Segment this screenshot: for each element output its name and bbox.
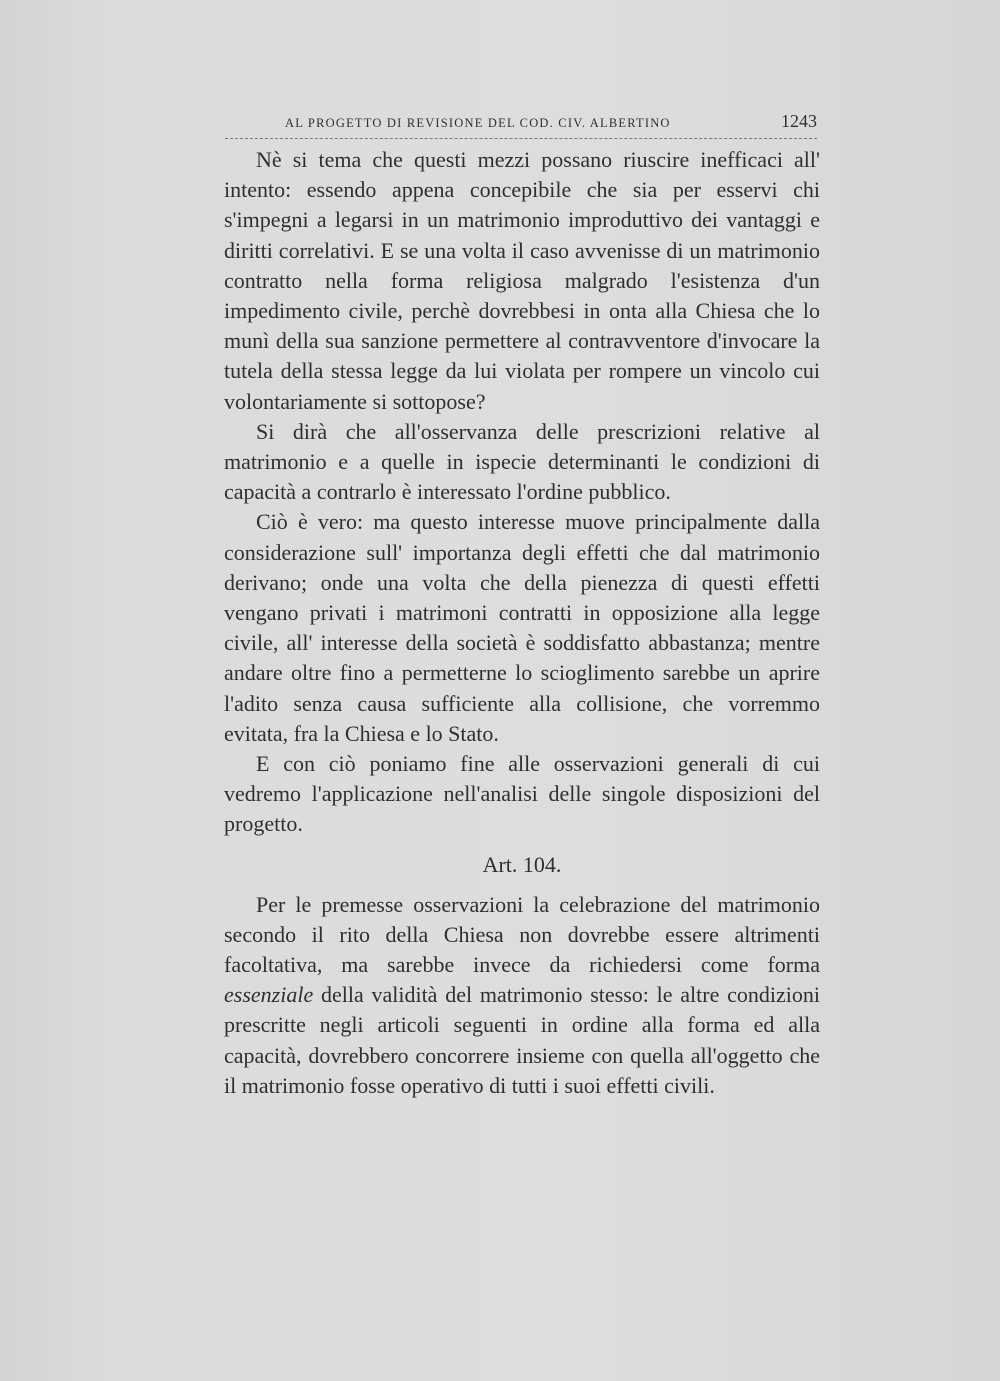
article-text-start: Per le premesse osservazioni la celebrazione del matrimonio secondo il rito della Chiesa non dovrebbe essere altrimenti facoltativa, ma sarebbe invece da richiedersi come forma — [224, 891, 820, 978]
running-head: AL PROGETTO DI REVISIONE DEL COD. CIV. ALBERTINO — [285, 116, 671, 130]
article-heading: Art. 104. — [482, 851, 562, 877]
article-paragraph — [224, 890, 820, 1101]
body-text — [224, 145, 820, 1101]
paragraph-3: Ciò è vero: ma questo interesse muove principalmente dalla considerazione sull' importanza degli effetti che dal matrimonio derivano; onde una volta che della pienezza di questi effetti vengano privati i matrimoni contratti in opposizione alla legge civile, all' interesse della società è soddisfatto abbastanza; mentre andare oltre fino a permetterne lo scioglimento sarebbe un aprire l'adito senza causa sufficiente alla collisione, che vorremmo evitata, fra la Chiesa e lo Stato. — [224, 509, 820, 746]
article-italic-word: essenziale — [224, 982, 314, 1008]
paragraph-2: Si dirà che all'osservanza delle prescrizioni relative al matrimonio e a quelle in ispecie determinanti le condizioni di capacità a contrarlo è interessato l'ordine pubblico. — [224, 418, 820, 505]
paragraph-4: E con ciò poniamo fine alle osservazioni generali di cui vedremo l'applicazione nell'analisi delle singole disposizioni del progetto. — [224, 751, 820, 837]
paragraph-1: Nè si tema che questi mezzi possano riuscire inefficaci all' intento: essendo appena concepibile che sia per esservi chi s'impegni a legarsi in un matrimonio improduttivo dei vantaggi e diritti correlativi. E se una volta il caso avvenisse di un matrimonio contratto nella forma religiosa malgrado l'esistenza d'un impedimento civile, perchè dovrebbesi in onta alla Chiesa che lo munì della sua sanzione permettere al contravventore d'invocare la tutela della stessa legge da lui violata per rompere un vincolo cui volontariamente si sottopose? — [224, 147, 820, 414]
article-text-end: della validità del matrimonio stesso: le altre condizioni prescritte negli articoli seguenti in ordine alla forma ed alla capacità, dovrebbero concorrere insieme con quella all'oggetto che il matrimonio fosse operativo di tutti i suoi effetti civili. — [224, 982, 820, 1098]
page-number: 1243 — [781, 111, 817, 131]
page-header — [225, 111, 817, 139]
